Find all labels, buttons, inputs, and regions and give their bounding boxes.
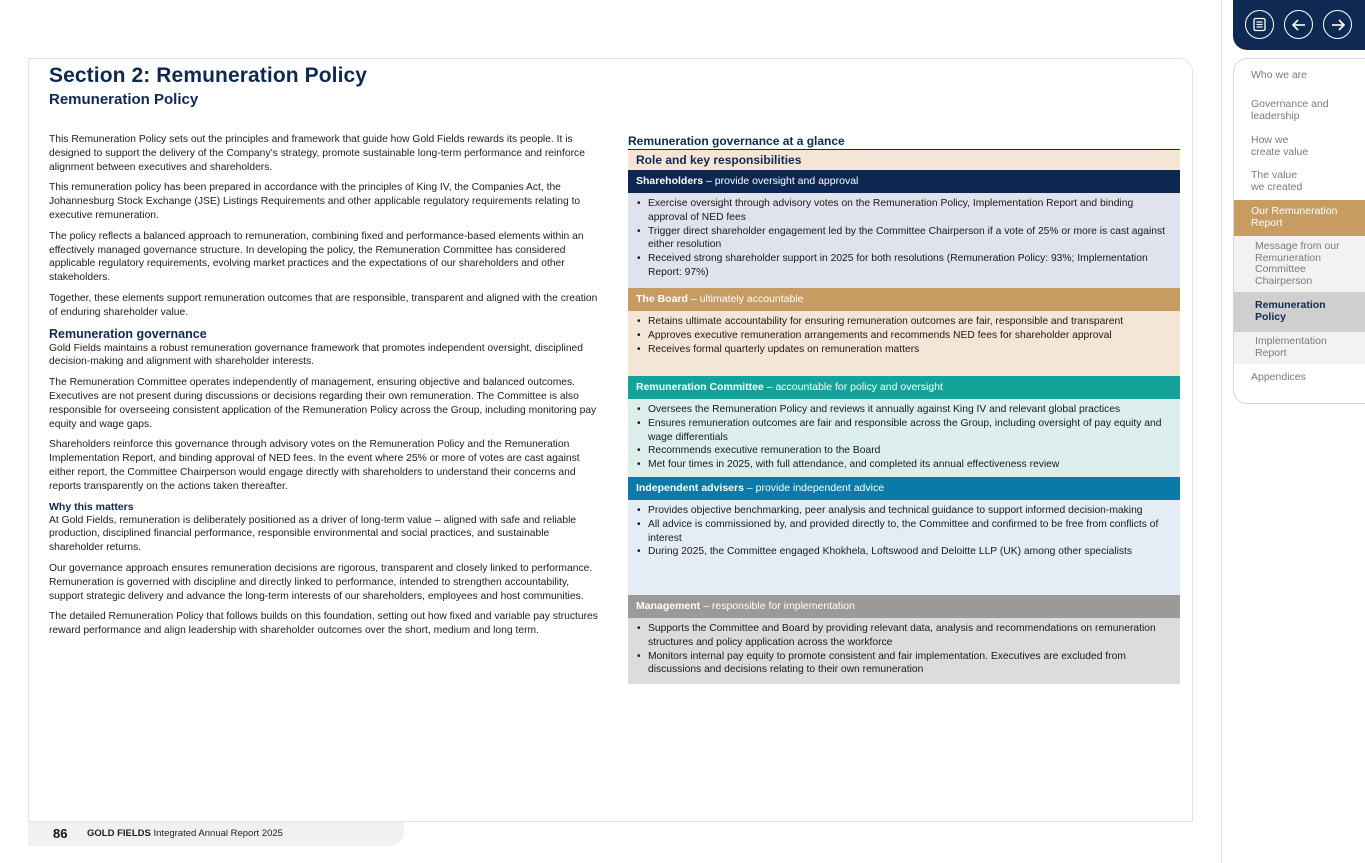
- paragraph: At Gold Fields, remuneration is deliberately positioned as a driver of long-term value – aligned with safe and reliable production, disciplined financial performance, responsible environmental and social practices, and sustainable shareholder returns.: [49, 514, 577, 554]
- list-item: • Monitors internal pay equity to promote consistent and fair implementation. Executives are excluded from discussions and decisions relating to their own remuneration: [636, 650, 1172, 678]
- paragraph: Gold Fields maintains a robust remuneration governance framework that promotes independent oversight, disciplined decision-making and alignment with shareholder interests.: [49, 342, 584, 368]
- list-item: • Receives formal quarterly updates on remuneration matters: [636, 343, 1172, 357]
- list-item: • Trigger direct shareholder engagement led by the Committee Chairperson if a vote of 25% or more is cast against either resolution: [636, 225, 1172, 253]
- body-text: [49, 133, 601, 645]
- nav-toolbar: [1233, 0, 1365, 50]
- section-title: Section 2: Remuneration Policy: [49, 64, 368, 87]
- paragraph: The detailed Remuneration Policy that follows builds on this foundation, setting out how fixed and variable pay structures reward performance and align leadership with shareholder outcomes over the short, medium and long term.: [49, 611, 598, 637]
- list-item: • Approves executive remuneration arrangements and recommends NED fees for shareholder approval: [636, 329, 1172, 343]
- governance-title: Remuneration governance at a glance: [628, 133, 1180, 150]
- nav-item-how-we-create-value[interactable]: How we create value: [1251, 134, 1309, 158]
- page-number: 86: [53, 826, 68, 841]
- remco-header: Remuneration Committee – accountable for policy and oversight: [628, 376, 1180, 399]
- nav-item-implementation-report[interactable]: Implementation Report: [1255, 335, 1327, 359]
- report-name: GOLD FIELDS Integrated Annual Report 2025: [87, 828, 283, 839]
- advisers-header: Independent advisers – provide independent advice: [628, 477, 1180, 500]
- list-item: • Received strong shareholder support in 2025 for both resolutions (Remuneration Policy: 93%; Implementation Report: 97%): [636, 252, 1172, 280]
- list-item: • During 2025, the Committee engaged Khokhela, Loftswood and Deloitte LLP (UK) among other specialists: [636, 545, 1172, 559]
- nav-item-chairperson-message[interactable]: Message from our Remuneration Committee Chairperson: [1255, 240, 1340, 287]
- list-item: • Supports the Committee and Board by providing relevant data, analysis and recommendations on remuneration structures and policy application across the workforce: [636, 622, 1172, 650]
- list-item: • Recommends executive remuneration to the Board: [636, 444, 1172, 458]
- list-item: • Met four times in 2025, with full attendance, and completed its annual effectiveness review: [636, 458, 1172, 472]
- shareholders-body: [628, 193, 1180, 288]
- shareholders-header: Shareholders – provide oversight and approval: [628, 170, 1180, 193]
- board-body: [628, 311, 1180, 376]
- page-subtitle: Remuneration Policy: [49, 91, 199, 108]
- list-item: • Ensures remuneration outcomes are fair and responsible across the Group, including oversight of pay equity and wage differentials: [636, 417, 1172, 445]
- nav-divider: [1221, 0, 1222, 863]
- arrow-left-icon[interactable]: [1284, 10, 1313, 39]
- nav-item-remuneration-policy[interactable]: Remuneration Policy: [1255, 299, 1326, 323]
- paragraph: The policy reflects a balanced approach to remuneration, combining fixed and performance-based elements within an effectively managed governance structure. In developing the policy, the Remuneration Committee has considered applicable regulatory requirements, evolving market practices and the expectations of our shareholders and other stakeholders.: [49, 230, 584, 284]
- list-item: • Exercise oversight through advisory votes on the Remuneration Policy, Implementation Report and binding approval of NED fees: [636, 197, 1172, 225]
- nav-item-value-we-created[interactable]: The value we created: [1251, 169, 1303, 193]
- list-item: • Provides objective benchmarking, peer analysis and technical guidance to support informed decision-making: [636, 504, 1172, 518]
- footer: [28, 822, 404, 846]
- paragraph: Together, these elements support remuneration outcomes that are responsible, transparent and aligned with the creation of enduring shareholder value.: [49, 292, 598, 318]
- nav-item-governance[interactable]: Governance and leadership: [1251, 98, 1329, 122]
- paragraph: This Remuneration Policy sets out the principles and framework that guide how Gold Fields rewards its people. It is designed to support the delivery of the Company’s strategy, promote sustainable long-term performance and reinforce alignment between executives and shareholders.: [49, 134, 585, 173]
- list-item: • Retains ultimate accountability for ensuring remuneration outcomes are fair, responsible and transparent: [636, 315, 1172, 329]
- nav-item-appendices[interactable]: Appendices: [1251, 371, 1306, 383]
- management-body: [628, 618, 1180, 684]
- advisers-body: [628, 500, 1180, 595]
- heading-why-this-matters: Why this matters: [49, 500, 134, 513]
- heading-remuneration-governance: Remuneration governance: [49, 326, 207, 341]
- nav-item-who-we-are[interactable]: Who we are: [1251, 69, 1308, 81]
- paragraph: Shareholders reinforce this governance through advisory votes on the Remuneration Policy and the Remuneration Implementation Report, and binding approval of NED fees. In the event where 25% or more of votes are cast against either report, the Committee Chairperson would engage directly with shareholders to understand their concerns and reports transparently on the actions taken thereafter.: [49, 439, 580, 492]
- arrow-right-icon[interactable]: [1323, 10, 1352, 39]
- contents-icon[interactable]: [1245, 10, 1274, 39]
- nav-item-remuneration-report[interactable]: Our Remuneration Report: [1251, 205, 1338, 229]
- list-item: • Oversees the Remuneration Policy and reviews it annually against King IV and relevant global practices: [636, 403, 1172, 417]
- remco-body: [628, 399, 1180, 477]
- paragraph: Our governance approach ensures remuneration decisions are rigorous, transparent and closely linked to performance. Remuneration is governed with discipline and directly linked to performance, intended to strengthen accountability, support strategic delivery and advance the long-term interests of our shareholders, employees and host communities.: [49, 562, 593, 602]
- governance-table: [628, 133, 1180, 684]
- board-header: The Board – ultimately accountable: [628, 288, 1180, 311]
- role-header: Role and key responsibilities: [628, 150, 1180, 170]
- management-header: Management – responsible for implementation: [628, 595, 1180, 618]
- paragraph: The Remuneration Committee operates independently of management, ensuring objective and balanced outcomes. Executives are not present during discussions or decisions regarding their own remuneration. The Committee is also responsible for overseeing consistent application of the Remuneration Policy across the Group, including monitoring pay equity and wage gaps.: [49, 377, 597, 430]
- list-item: • All advice is commissioned by, and provided directly to, the Committee and confirmed to be free from conflicts of interest: [636, 518, 1172, 546]
- paragraph: This remuneration policy has been prepared in accordance with the principles of King IV, the Companies Act, the Johannesburg Stock Exchange (JSE) Listings Requirements and other applicable regulatory requirements relating to executive remuneration.: [49, 182, 581, 221]
